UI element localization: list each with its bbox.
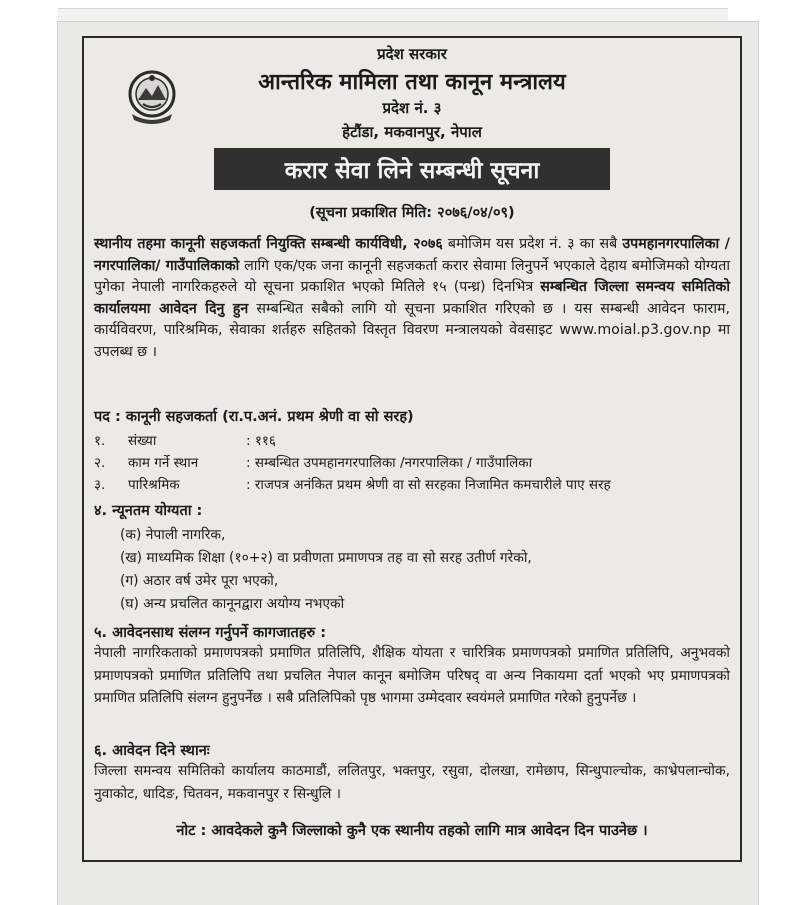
- government-heading: प्रदेश सरकार: [377, 45, 447, 63]
- intro-bold-3: सम्बन्धित जिल्ला समन्वय समितिको कार्यालयमा आवेदन दिनु हुन: [94, 279, 730, 317]
- intro-text-2: लागि एक/एक जना कानूनी सहजकर्ता करार सेवामा लिनुपर्ने भएकाले देहाय बमोजिमको योग्यता पुगेका नेपाली नागरिकहरुले यो सूचना प्रकाशित भएको मितिले १५ (पन्ध्र) दिनभित्र: [94, 257, 730, 295]
- venue-text: जिल्ला समन्वय समितिको कार्यालय काठमाडौं, ललितपुर, भक्तपुर, रसुवा, दोलखा, रामेछाप, सिन्धुपाल्चोक, काभ्रेपलान्चोक, नुवाकोट, धादिङ, चितवन, मकवानपुर र सिन्धुलि ।: [94, 763, 730, 802]
- intro-text-1: बमोजिम यस प्रदेश नं. ३ का सबै: [442, 236, 623, 252]
- detail-value: : सम्बन्धित उपमहानगरपालिका /नगरपालिका / गाउँपालिका: [246, 455, 533, 471]
- qualification-item: (घ) अन्य प्रचलित कानूनद्वारा अयोग्य नभएको: [120, 596, 345, 612]
- address-heading: हेटौंडा, मकवानपुर, नेपाल: [342, 123, 482, 141]
- detail-num: २.: [94, 455, 106, 471]
- publication-date: (सूचना प्रकाशित मिति: २०७६/०४/०९): [309, 205, 515, 221]
- documents-text: नेपाली नागरिकताको प्रमाणपत्रको प्रमाणित प्रतिलिपि, शैक्षिक योयता र चारित्रिक प्रमाणपत्रको प्रमाणित प्रतिलिपि, अनुभवको प्रमाणपत्रको प्रमाणित प्रतिलिपि तथा प्रचलित नेपाल कानून बमोजिम परिषद् वा अन्य निकायमा दर्ता भएको भए प्रमाणपत्रको प्रमाणित प्रतिलिपि संलग्न हुनुपर्नेछ । सबै प्रतिलिपिको पृष्ठ भागमा उम्मेदवार स्वयंमले प्रमाणित गरेको हुनुपर्नेछ ।: [94, 645, 730, 706]
- detail-value: : ११६: [246, 433, 276, 449]
- paper-edge: [58, 8, 728, 23]
- qualification-item: (ग) अठार वर्ष उमेर पूरा भएको,: [120, 573, 279, 589]
- detail-num: ३.: [94, 477, 106, 493]
- intro-text-3: सम्बन्धित सबैको लागि यो सूचना प्रकाशित गरिएको छ । यस सम्बन्धी आवेदन फाराम, कार्यविवरण, पारिश्रमिक, सेवाका शर्तहरु सहितको विस्तृत विवरण मन्त्रालयको वेवसाइट: [94, 300, 730, 338]
- detail-label: संख्या: [128, 433, 157, 449]
- notice-title: करार सेवा लिने सम्बन्धी सूचना: [214, 148, 610, 190]
- note-text: नोट : आवदेकले कुनै जिल्लाको कुनै एक स्थानीय तहको लागि मात्र आवेदन दिन पाउनेछ ।: [176, 823, 648, 839]
- detail-label: पारिश्रमिक: [128, 477, 180, 493]
- notice-box: [82, 36, 742, 862]
- intro-text-4: मा उपलब्ध छ ।: [94, 322, 730, 360]
- qualification-item: (क) नेपाली नागरिक,: [120, 527, 226, 543]
- post-heading: पद : कानूनी सहजकर्ता (रा.प.अनं. प्रथम श्रेणी वा सो सरह): [94, 409, 414, 425]
- province-heading: प्रदेश नं. ३: [382, 99, 442, 117]
- detail-label: काम गर्ने स्थान: [128, 455, 199, 471]
- qualifications-list: [120, 524, 740, 616]
- detail-row: [94, 430, 734, 452]
- ministry-heading: आन्तरिक मामिला तथा कानून मन्त्रालय: [258, 70, 566, 95]
- details-list: [94, 430, 734, 496]
- intro-bold-1: स्थानीय तहमा कानूनी सहजकर्ता नियुक्ति सम्बन्धी कार्यविधी, २०७६: [94, 236, 443, 252]
- qualification-item: (ख) माध्यमिक शिक्षा (१०+२) वा प्रवीणता प्रमाणपत्र तह वा सो सरह उतीर्ण गरेको,: [120, 550, 532, 566]
- detail-num: १.: [94, 433, 106, 449]
- detail-row: [94, 452, 734, 474]
- detail-row: [94, 474, 734, 496]
- detail-value: : राजपत्र अनंकित प्रथम श्रेणी वा सो सरहका निजामित कमचारीले पाए सरह: [246, 477, 611, 493]
- website-text: www.moial.p3.gov.np: [559, 322, 711, 338]
- intro-paragraph: [94, 234, 730, 363]
- intro-bold-2: उपमहानगरपालिका / नगरपालिका/ गाउँपालिकाको: [94, 236, 730, 274]
- documents-title: ५. आवेदनसाथ संलग्न गर्नुपर्ने कागजातहरु :: [94, 625, 326, 641]
- qualifications-title: ४. न्यूनतम योग्यता :: [94, 503, 203, 519]
- venue-title: ६. आवेदन दिने स्थानः: [94, 743, 210, 759]
